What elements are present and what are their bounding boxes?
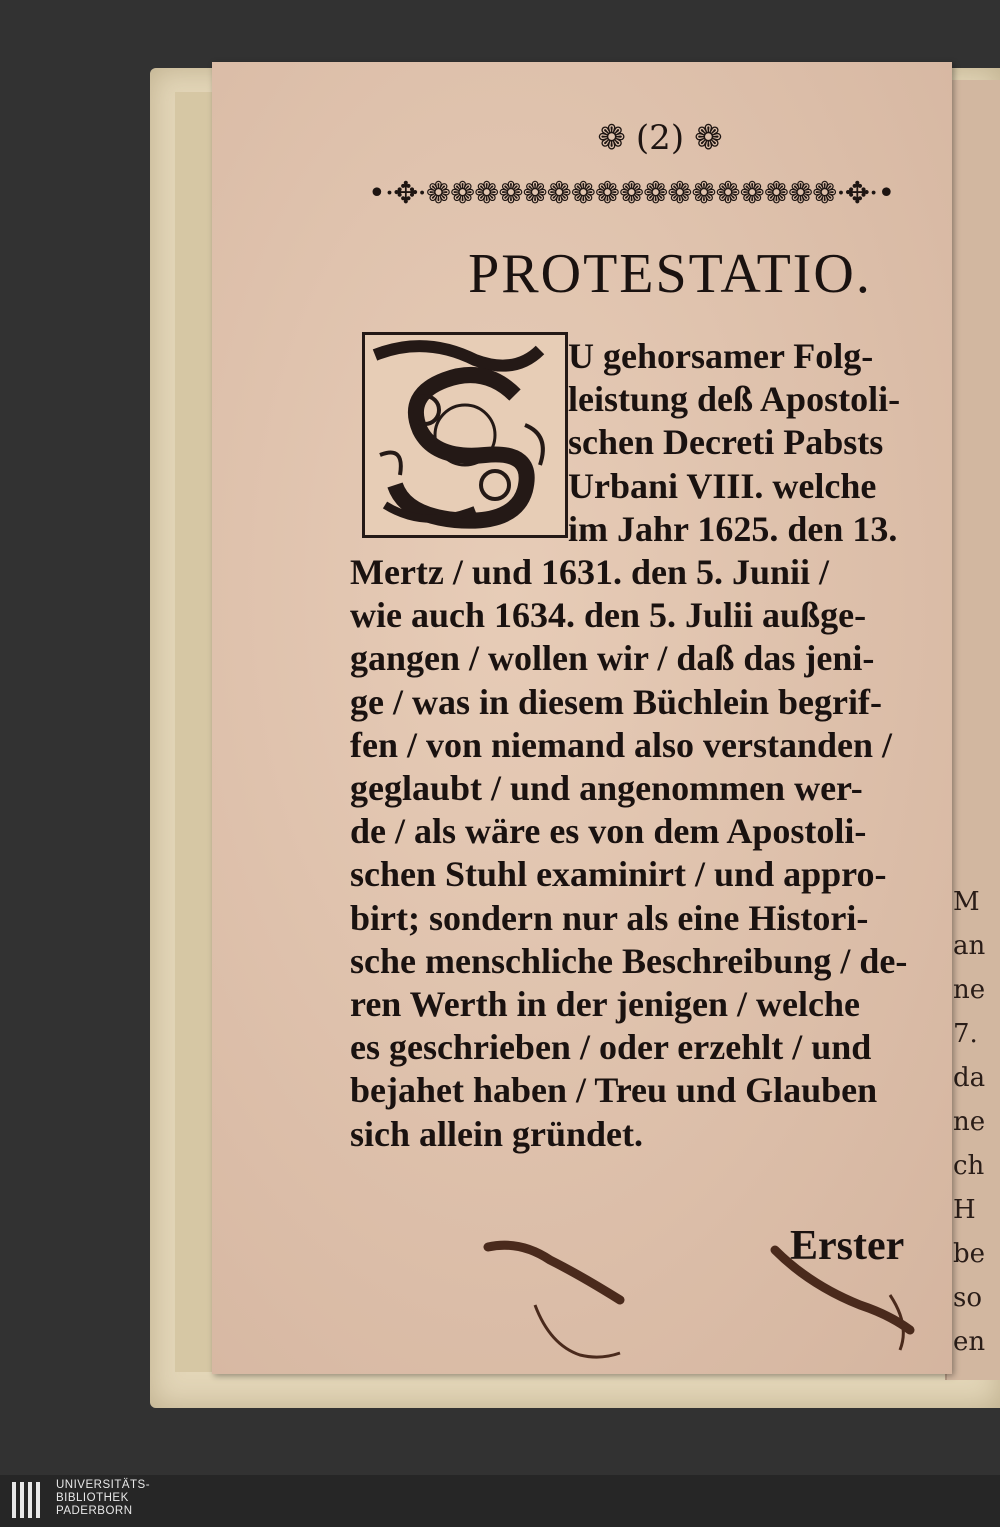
text-line: Urbani VIII. welche (568, 465, 877, 506)
text-line: wie auch 1634. den 5. Julii außge- (350, 595, 867, 636)
text-line: fen / von niemand also verstanden / (350, 724, 893, 765)
text-line: es geschrieben / oder erzehlt / und (350, 1027, 872, 1068)
page-number: (2) (635, 118, 685, 158)
text-line: sche menschliche Beschreibung / de- (350, 940, 908, 981)
text-line: birt; sondern nur als eine Histori- (350, 897, 869, 938)
text-line: leistung deß Apostoli- (568, 379, 901, 420)
logo-line: UNIVERSITÄTS- (56, 1479, 151, 1491)
logo-line: PADERBORN (56, 1505, 133, 1517)
text-line: schen Decreti Pabsts (568, 422, 884, 463)
text-line: de / als wäre es von dem Apostoli- (350, 811, 867, 852)
paper-tear-marks (480, 1235, 940, 1375)
next-page-edge (945, 80, 1000, 1380)
text-line: geglaubt / und angenommen wer- (350, 768, 863, 809)
page-title: PROTESTATIO. (468, 243, 872, 305)
library-logo-icon (10, 1480, 48, 1520)
library-logo-text (56, 1479, 150, 1518)
rosette-icon: ❁ (597, 118, 626, 158)
next-page-fragment: M an ne 7. da ne ch H be so en (953, 887, 986, 1357)
catchword: Erster (790, 1223, 905, 1269)
text-line: gangen / wollen wir / daß das jeni- (350, 638, 875, 679)
protestatio-text (350, 335, 940, 1156)
text-line: bejahet haben / Treu und Glauben (350, 1070, 878, 1111)
text-line: ge / was in diesem Büchlein begrif- (350, 681, 882, 722)
text-line: sich allein gründet. (350, 1113, 644, 1154)
text-line: Mertz / und 1631. den 5. Junii / (350, 552, 830, 593)
text-line: ren Werth in der jenigen / welche (350, 984, 860, 1025)
ornament-band: •·✥·❁❁❁❁❁❁❁❁❁❁❁❁❁❁❁❁❁·✥·• (368, 176, 895, 211)
page-header (0, 118, 1000, 158)
logo-line: BIBLIOTHEK (56, 1492, 129, 1504)
rosette-icon: ❁ (694, 118, 723, 158)
text-line: im Jahr 1625. den 13. (568, 508, 898, 549)
text-line: schen Stuhl examinirt / und appro- (350, 854, 887, 895)
text-line: U gehorsamer Folg- (568, 336, 874, 376)
